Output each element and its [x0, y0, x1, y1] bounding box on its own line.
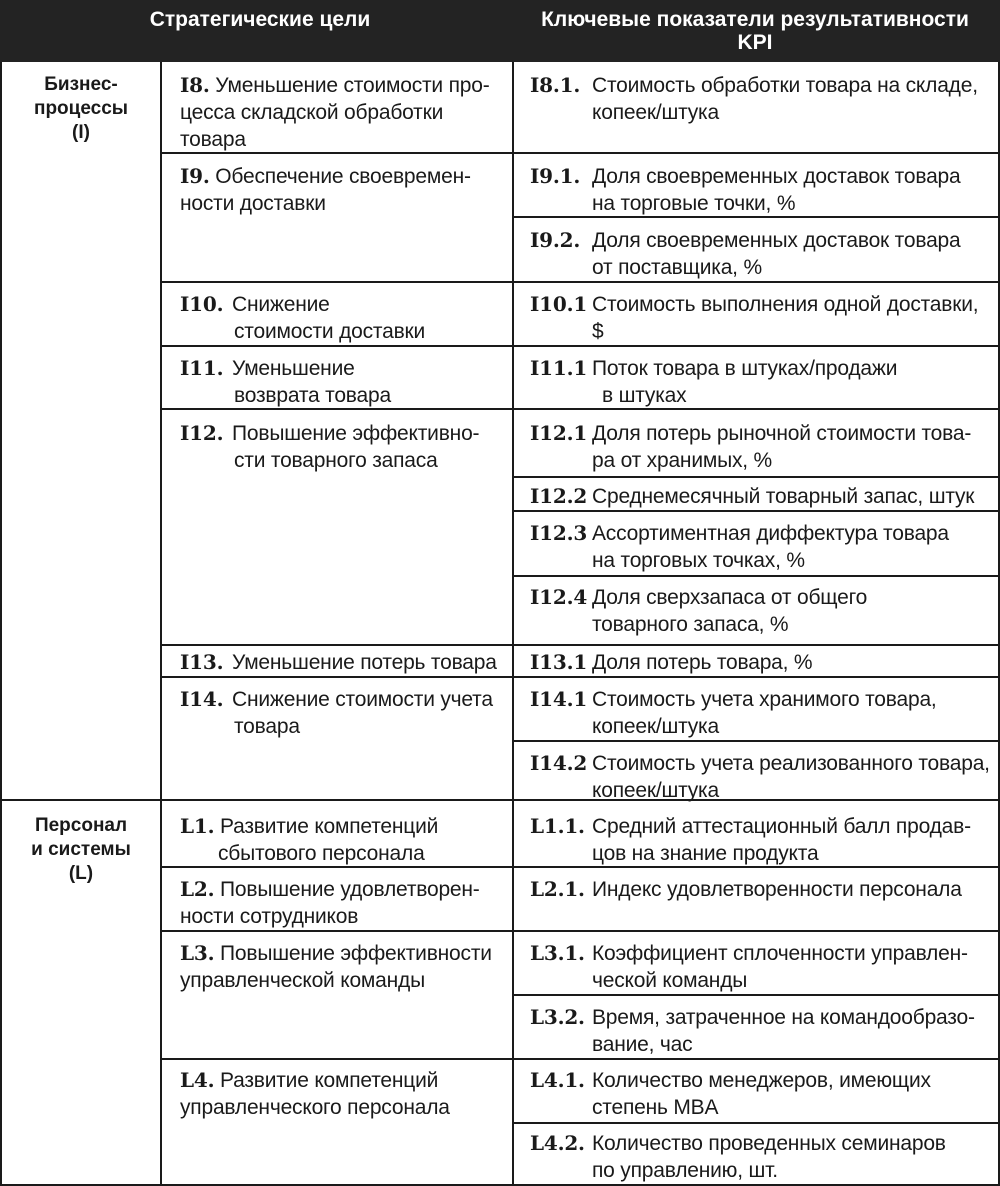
kpi-text: Доля своевременных доставок товара: [592, 229, 961, 252]
kpi-text: Доля потерь рыночной стоимости това-: [592, 422, 972, 445]
goal-code: I9.: [180, 164, 210, 188]
goal-text: ности сотрудников: [180, 905, 359, 928]
row-divider: [160, 644, 1000, 646]
goal-code: I13.: [180, 650, 224, 674]
header-kpi-line1: Ключевые показатели результативности: [541, 8, 969, 31]
kpi-code: I14.1: [530, 687, 588, 711]
category-personnel: [2, 814, 160, 886]
goal-L1: [180, 813, 505, 867]
kpi-text: Стоимость учета реализованного товара,: [592, 752, 990, 775]
kpi-text: Коэффициент сплоченности управлен-: [592, 942, 968, 965]
kpi-L3-2: [530, 1004, 992, 1058]
kpi-code: L3.1.: [530, 941, 585, 965]
row-divider: [160, 345, 1000, 347]
goal-text: Уменьшение потерь товара: [232, 651, 497, 674]
kpi-I12-1: [530, 420, 992, 474]
kpi-code: L4.1.: [530, 1068, 585, 1092]
kpi-text: копеек/штука: [592, 101, 719, 124]
row-divider: [160, 1058, 1000, 1060]
kpi-I9-2: [530, 227, 992, 281]
kpi-code: I12.2: [530, 484, 588, 508]
kpi-divider: [512, 740, 1000, 742]
goal-I9: [180, 163, 505, 217]
header-kpi-line2: KPI: [737, 31, 773, 54]
row-divider: [160, 676, 1000, 678]
kpi-L1-1: [530, 813, 992, 867]
kpi-text: цов на знание продукта: [592, 842, 819, 865]
goal-I8: [180, 72, 505, 153]
goal-text: возврата товара: [234, 384, 391, 407]
goal-text: Повышение удовлетворен-: [219, 878, 480, 901]
kpi-code: I12.1: [530, 421, 588, 445]
goal-text: стоимости доставки: [234, 320, 426, 343]
kpi-code: I11.1: [530, 356, 588, 380]
category-line: Персонал: [34, 815, 128, 836]
kpi-L3-1: [530, 940, 992, 994]
goal-text: сбытового персонала: [218, 842, 425, 865]
kpi-text: товарного запаса, %: [592, 613, 789, 636]
kpi-code: I8.1.: [530, 73, 581, 97]
kpi-text: от поставщика, %: [592, 256, 762, 279]
goal-L3: [180, 940, 505, 994]
kpi-text: Средний аттестационный балл продав-: [592, 815, 971, 838]
kpi-text: копеек/штука: [592, 715, 719, 738]
goal-code: I11.: [180, 356, 224, 380]
kpi-text: степень MBA: [592, 1096, 719, 1119]
header-goals: Стратегические цели: [149, 8, 371, 31]
row-divider: [160, 281, 1000, 283]
goal-I12: [180, 420, 505, 474]
kpi-text: $: [592, 320, 604, 343]
kpi-text: вание, час: [592, 1033, 693, 1056]
kpi-text: Стоимость выполнения одной доставки,: [592, 293, 979, 316]
kpi-divider: [512, 510, 1000, 512]
goal-text: ности доставки: [180, 192, 326, 215]
kpi-code: I14.2: [530, 751, 588, 775]
kpi-code: L1.1.: [530, 814, 585, 838]
kpi-code: L2.1.: [530, 877, 585, 901]
kpi-code: L4.2.: [530, 1131, 585, 1155]
goal-code: L4.: [180, 1068, 215, 1092]
category-line: (L): [68, 863, 94, 884]
kpi-I12-3: [530, 520, 992, 574]
kpi-text: Количество проведенных семинаров: [592, 1132, 946, 1155]
kpi-text: Доля потерь товара, %: [592, 651, 813, 674]
kpi-I13-1: [530, 649, 992, 676]
kpi-I12-4: [530, 584, 992, 638]
category-line: процессы: [33, 98, 129, 119]
row-divider: [160, 930, 1000, 932]
goal-code: I14.: [180, 687, 224, 711]
kpi-text: Стоимость обработки товара на складе,: [592, 74, 978, 97]
kpi-I10-1: [530, 291, 992, 345]
kpi-L4-1: [530, 1067, 992, 1121]
kpi-text: Среднемесячный товарный запас, штук: [592, 485, 975, 508]
kpi-code: I9.1.: [530, 164, 581, 188]
kpi-code: I10.1: [530, 292, 588, 316]
goal-text: Повышение эффективно-: [232, 422, 480, 445]
divider-v-goals: [512, 62, 514, 1184]
goal-I10: [180, 291, 505, 345]
kpi-text: копеек/штука: [592, 779, 719, 802]
kpi-I14-2: [530, 750, 992, 804]
kpi-text: Индекс удовлетворенности персонала: [592, 878, 962, 901]
kpi-code: I9.2.: [530, 228, 581, 252]
goal-code: L3.: [180, 941, 215, 965]
goal-text: управленческой команды: [180, 969, 425, 992]
goal-code: L2.: [180, 877, 215, 901]
goal-text: Уменьшение: [232, 357, 355, 380]
goal-text: управленческого персонала: [180, 1096, 450, 1119]
category-business: [2, 73, 160, 145]
kpi-text: Поток товара в штуках/продажи: [592, 357, 898, 380]
goal-text: Снижение: [232, 293, 330, 316]
kpi-text: ра от хранимых, %: [592, 449, 773, 472]
kpi-code: I12.3: [530, 521, 588, 545]
goal-text: Развитие компетенций: [219, 815, 439, 838]
divider-v-category: [160, 62, 162, 1184]
goal-code: I10.: [180, 292, 224, 316]
kpi-text: Ассортиментная диффектура товара: [592, 522, 949, 545]
kpi-text: Доля сверхзапаса от общего: [592, 586, 868, 609]
goal-text: Уменьшение стоимости про-: [215, 74, 490, 97]
kpi-divider: [512, 994, 1000, 996]
kpi-text: на торговых точках, %: [592, 549, 805, 572]
kpi-I14-1: [530, 686, 992, 740]
kpi-I11-1: [530, 355, 992, 409]
goal-text: Повышение эффективности: [219, 942, 492, 965]
category-line: и системы: [31, 839, 131, 860]
kpi-L2-1: [530, 876, 992, 903]
goal-text: Развитие компетенций: [219, 1069, 439, 1092]
goal-text: сти товарного запаса: [234, 449, 438, 472]
kpi-text: на торговые точки, %: [592, 192, 796, 215]
goal-L2: [180, 876, 505, 930]
kpi-L4-2: [530, 1130, 992, 1184]
goal-code: I8.: [180, 73, 210, 97]
kpi-divider: [512, 476, 1000, 478]
goal-I14: [180, 686, 505, 740]
kpi-text: ческой команды: [592, 969, 748, 992]
kpi-text: Количество менеджеров, имеющих: [592, 1069, 931, 1092]
kpi-I12-2: [530, 483, 992, 510]
goal-text: Обеспечение своевремен-: [215, 165, 471, 188]
kpi-I8-1: [530, 72, 992, 126]
kpi-code: L3.2.: [530, 1005, 585, 1029]
kpi-divider: [512, 575, 1000, 577]
kpi-code: I13.1: [530, 650, 588, 674]
header-kpi: [510, 8, 1000, 54]
kpi-text: Стоимость учета хранимого товара,: [592, 688, 937, 711]
kpi-I9-1: [530, 163, 992, 217]
table-header: [0, 0, 1000, 62]
goal-text: товара: [180, 128, 246, 151]
goal-text: товара: [234, 715, 300, 738]
kpi-text: Время, затраченное на командообразо-: [592, 1006, 975, 1029]
goal-I11: [180, 355, 505, 409]
goal-text: Снижение стоимости учета: [232, 688, 493, 711]
kpi-text: по управлению, шт.: [592, 1159, 778, 1182]
kpi-divider: [512, 1122, 1000, 1124]
goal-I13: [180, 649, 505, 676]
category-line: Бизнес-: [44, 74, 118, 95]
goal-text: цесса складской обработки: [180, 101, 444, 124]
goal-code: L1.: [180, 814, 215, 838]
kpi-text: в штуках: [602, 384, 687, 407]
kpi-text: Доля своевременных доставок товара: [592, 165, 961, 188]
goal-L4: [180, 1067, 505, 1121]
goal-code: I12.: [180, 421, 224, 445]
kpi-code: I12.4: [530, 585, 588, 609]
category-line: (I): [72, 122, 90, 143]
